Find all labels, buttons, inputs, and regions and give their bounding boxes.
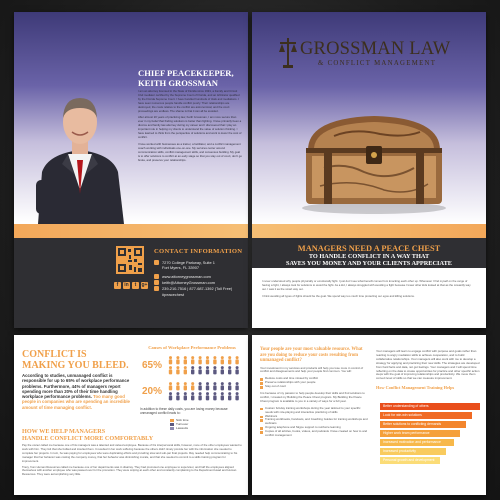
globe-icon [154,274,159,279]
bio-paragraph: I am an attorney licensed in the State of Florida since 1991, a Family and Circuit Civil mediator certified by the Supreme Court of Florida, and an Arbitrator qualified by the Florida Supreme Court. I have handled hundreds of trials and mediations. I have seen numerous people handle conflict poorly. Their relationships are destroyed, the costs relative to the conflict are astronomical, and the court proceedings are endless. The shame is that it can all be avoided. [138,89,240,113]
how-heading-line-2: HANDLE CONFLICT MORE COMFORTABLY [22,435,154,442]
pictograph-value-label: 20% [142,386,163,397]
person-icon [228,382,231,390]
how-we-help-heading [22,428,242,442]
benefits-list [260,377,368,389]
legend-item: Lawsuits [170,426,189,430]
treasure-chest-image [294,108,454,216]
person-icon [198,392,201,400]
brochure-inside-left [14,12,248,328]
person-icon [169,366,172,374]
brochure-inside-spread-right [252,335,486,495]
keith-grossman-portrait [28,72,132,224]
person-icon [228,356,231,364]
person-icon [169,356,172,364]
person-icon [176,356,179,364]
step-2: Look for win-win solutions [380,412,472,419]
step-1: Better understanding of others [380,403,480,410]
website-row[interactable] [154,274,211,279]
person-icon [228,366,231,374]
person-icon [176,366,179,374]
grossman-law-logo [278,36,478,76]
bio-paragraph: After almost 20 years of practicing law, Keith Grossman, I am more secure than ever in my belief that finding solutions is better than fighting. I have primarily been a divorce and family law attorney during my career and I discovered that I play an important role in helping my clients to understand the value of solution thinking. I have learned to think from the perspective of solutions and work to lower the cost of conflict. [138,115,242,139]
list-item: Stay out of court [260,385,368,389]
hashtag-text: #peacechest [162,292,185,297]
website-link[interactable]: www.attorneygrossman.com [162,274,211,279]
person-icon [221,382,224,390]
bio-paragraph: I have worked with businesses as a trainer, a facilitator, and a conflict management coach working with individuals one-on-one. My services center around communication skills, conflict management skills, and consensus building. My goal is to offer solutions to conflict at an early stage so that you stay out of court, don't go broke, and preserve your relationships. [138,141,242,162]
training-column [376,347,480,390]
person-icon [184,356,187,364]
person-icon [176,382,179,390]
conflict-heading-line-1: CONFLICT IS [22,349,87,360]
address-line-1: 7270 College Parkway, Suite 1 [162,260,215,265]
phone-text: 239-210-7516 | 877-687-1392 (Toll Free) [162,286,233,291]
person-icon [235,382,238,390]
contact-information-title: CONTACT INFORMATION [154,248,243,255]
scales-of-justice-icon [278,36,298,70]
qr-code-icon[interactable] [116,246,144,274]
orange-band [252,224,486,238]
pictograph-value-label: 65% [142,360,163,371]
lead-text: According to studies, unmanaged conflict is responsible for up to 65% of workplace performance problems. Furthermore, 44% of managers report spending more than 20% of their time handling workplace performance problems. [22,373,130,400]
step-5: Increased motivation and performance [380,439,454,446]
chart-caption: In addition to these daily costs, you are losing money because unmanaged conflict leads to: [140,407,228,416]
person-icon [235,392,238,400]
conflict-heading-line-2: MAKING YOU BLEED. [22,360,129,371]
how-heading-line-1: HOW WE HELP MANAGERS [22,428,106,435]
person-icon [191,392,194,400]
google-plus-icon[interactable]: g+ [141,282,148,288]
list-item: Custom full-day training workshops during the year tailored to your specific needs with role-playing and interactive practicing of skills [260,407,368,415]
people-resource-heading: Your people are your most valuable resource. What are you doing to reduce your costs resulting from unmanaged conflict? [260,347,363,363]
training-model-heading: How Conflict Management Training Helps [376,385,455,391]
cover-paragraph: I think avoiding all types of fights should be the goal. We spend way too much time protecting our egos and killing solutions. [262,293,415,298]
person-icon [213,356,216,364]
person-icon [206,366,209,374]
list-item: Training workbooks, handouts, and Coaching Guides for training workshops and webinars [260,418,368,426]
list-item: Reduce costs and time missed by conflict [260,377,368,381]
person-icon [184,382,187,390]
person-icon [213,392,216,400]
email-link[interactable]: keith@AttorneyGrossman.com [162,280,216,285]
person-icon [198,382,201,390]
person-icon [198,356,201,364]
person-icon [228,392,231,400]
person-icon [169,382,172,390]
step-7: Personal growth and development [380,457,440,464]
case-study-text [22,444,242,479]
person-icon [221,392,224,400]
envelope-icon [154,280,159,285]
person-icon [169,392,172,400]
person-icon [213,382,216,390]
email-row[interactable] [154,280,215,285]
person-icon [221,366,224,374]
phone-icon [154,286,159,291]
person-icon [176,392,179,400]
legend-item: Turnover [170,422,189,426]
lead-highlight: Too many good people in companies who are spending an incredible amount of time managing conflict. [22,394,130,410]
managers-text: Your managers will learn to engage conflict with purpose and goals rather than reacting to angry mediation skills to achieve cooperation, and to build collaborative relationships. Your managers will also work with me to develop a strategy for applying and practicing their new skills. The strategies are developed from hard facts and data, not gut feelings. Your managers and I will spend time reflecting on the data to create opportunities for practice and other specific action steps with the goal of improving relationships and productivity. We move them convert level of skills so that we can measure improvement. [376,349,480,381]
conflict-heading [22,349,129,371]
person-icon [191,366,194,374]
person-icon [191,356,194,364]
social-icons [114,282,148,289]
step-6: Increased productivity [380,448,446,455]
brochure-front-cover [252,12,486,328]
intro-text: Your investment in my services and products will help you lose more in control of conflict and disagreements and help your people find common. You will: [260,365,364,374]
twitter-icon[interactable]: t [132,282,139,289]
person-icon [235,366,238,374]
logo-tagline: & CONFLICT MANAGEMENT [318,60,437,67]
program-text: It is because of my passion to help people develop their skills and find solutions to conflict, I created my Building the Peace Chest program. My Building the Peace Chest program is available to you in a variety of ways for a full year. [260,391,365,403]
subheadline-line-2: SAVES YOU MONEY AND YOUR CLIENTS APPRECIATE [286,260,452,267]
person-icon [198,366,201,374]
list-item: Ongoing telephone and Skype support to reinforce learning [260,426,368,430]
facebook-icon[interactable]: f [114,282,121,289]
cover-body-text [262,280,476,302]
legend-item: Sick time [170,418,189,422]
step-4: Higher work team performance [380,430,460,437]
list-item: Preserve relationships with your people [260,381,368,385]
main-headline: MANAGERS NEED A PEACE CHEST [297,244,441,253]
lead-paragraph [22,373,134,410]
person-icon [206,356,209,364]
brochure-inside-spread-left [14,335,248,495]
case-paragraph: Tracy, from Human Resources called me because one of her departments was in disarray. They had promoted one employee to supervisor, and half the employees aligned themselves with another employee who was passed over for the promotion. They were sniping at each other and constantly complaining to the Department Head and Human Resources. They were accomplishing very little. [22,464,237,477]
person-icon [213,366,216,374]
person-icon [191,382,194,390]
chief-peacekeeper-heading: CHIEF PEACEKEEPER, KEITH GROSSMAN [138,68,234,88]
person-icon [206,392,209,400]
person-icon [184,392,187,400]
program-column [260,347,368,438]
person-icon [184,366,187,374]
person-icon [221,356,224,364]
person-icon [235,356,238,364]
phone-row [154,286,232,291]
subheadline [252,253,486,267]
list-item: Webinars [260,415,368,419]
person-icon [206,382,209,390]
logo-wordmark: GROSSMAN LAW [300,39,451,59]
address-line-2: Fort Myers, FL 33907 [162,265,200,270]
pictograph-chart [140,352,244,406]
cover-paragraph: I never understood why people physically or emotionally fight. I just don't see what benefit comes from knocking each other up. Whenever I find myself on the verge of having a fight, I always look for solutions to avoid the fight. As a kid, I always struggled with avoiding a fight because I knew other kids looked at that as the cowardly way out. I saw it as the smart way out. [262,279,471,291]
step-3: Better solutions to conflicting demands [380,421,466,428]
program-list [260,407,368,438]
list-item: Copies of all articles, books, videos, and podcasts I have created on how to and conflict management [260,430,368,438]
chart-title: Causes of Workplace Performance Problems [148,345,236,350]
orange-band [14,224,248,238]
training-steps-staircase [376,403,480,491]
linkedin-icon[interactable]: in [124,282,129,288]
case-paragraph: Pay the owner called me because one of his managers was a talented and valued employee. Because of his interpersonal skills, however, none of the other employees wanted to work with him. They felt that she bullied and insulted them. It resulted in her work suffering because the others didn't timely provide her with the information she needed to complete her projects. In turn, he was paying for employees who were duplicating efforts and providing slow and sub-par final projects. Ray needed help communicating to his manager that her behavior was costing the company money, that her behavior was diminishing morale, and that she needed to commit to a skills training program for improvement. [22,443,242,463]
location-pin-icon [154,260,159,265]
subheadline-line-1: TO HANDLE CONFLICT IN A WAY THAT [308,253,430,260]
bio-text [138,90,242,165]
